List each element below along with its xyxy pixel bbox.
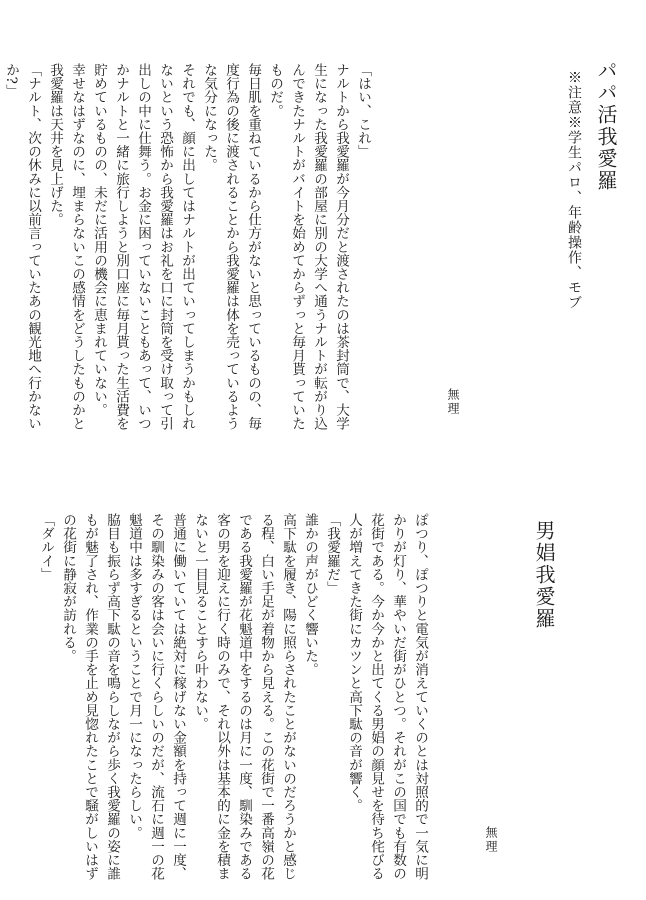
top-paragraph-4: それでも、顔に出してはナルトが出ていってしまうかもしれないという恐怖から我愛羅はお礼を口に封筒を受け取って引出しの中に仕舞う。お金に困っていないこともあって、いつかナルトと一緒に旅行しようと別口座に毎月貰った生活費を貯めているものの、未だに活用の機会に恵まれていない。 xyxy=(91,63,195,431)
bottom-paragraph-4: 高下駄を履き、陽に照らされたことがないのだろうかと感じる程、白い手足が着物から見える。この花街で一番高嶺の花である我愛羅が花魁道中をするのは月に一度、馴染みである客の男を迎えに行く時のみで、それ以外は基本的に金を積まないと一目見ることすら叶わない。 xyxy=(192,513,296,881)
bottom-paragraph-2: 「我愛羅だ」 xyxy=(324,513,340,595)
top-title: パパ活我愛羅 xyxy=(594,60,618,192)
bottom-body xyxy=(13,513,431,889)
top-author: 無理 xyxy=(446,388,460,416)
top-paragraph-3: 毎日肌を重ねているから仕方がないと思っているものの、毎度行為の後に渡されることから我愛羅は体を売っているような気分になった。 xyxy=(201,63,261,431)
bottom-author: 無理 xyxy=(484,826,498,854)
top-paragraph-2: ナルトから我愛羅が今月分だと渡されたのは茶封筒で、大学生になった我愛羅の部屋に別の大学へ通うナルトが転がり込んできたナルトがバイトを始めてからずっと毎月貰っていたものだ。 xyxy=(267,63,349,431)
bottom-paragraph-3: 誰かの声がひどく響いた。 xyxy=(302,513,318,677)
bottom-paragraph-7: 「ダルイ」 xyxy=(38,513,54,581)
bottom-paragraph-6: 脇目も振らず高下駄の音を鳴らしながら歩く我愛羅の姿に誰もが魅了され、作業の手を止め見惚れたことで騒がしいはずの花街に静寂が訪れる。 xyxy=(60,513,120,881)
bottom-title: 男娼我愛羅 xyxy=(532,520,556,630)
top-paragraph-1: 「はい、これ」 xyxy=(355,63,371,159)
bottom-paragraph-1: ぽつり、ぽつりと電気が消えていくのとは対照的で一気に明かりが灯り、華やいだ街がひとつ。それがこの国でも有数の花街である。今か今かと出てくる男娼の顔見せを待ち侘びる人が増えてきた街にカツンと高下駄の音が響く。 xyxy=(346,513,428,881)
top-body xyxy=(0,63,374,439)
bottom-paragraph-5: 普通に働いていては絶対に稼げない金額を持って週に一度、その馴染みの客は会いに行くらしいのだが、流石に週一の花魁道中は多すぎるということで月一になったらしい。 xyxy=(126,513,186,881)
top-paragraph-6: 「ナルト、次の休みに以前言っていたあの観光地へ行かないか?」 xyxy=(3,63,41,431)
top-note: ※注意※学生パロ、年齢操作、モブ xyxy=(566,70,582,310)
top-paragraph-5: 幸せなはずなのに、埋まらないこの感情をどうしたものかと我愛羅は天井を見上げた。 xyxy=(47,63,85,431)
